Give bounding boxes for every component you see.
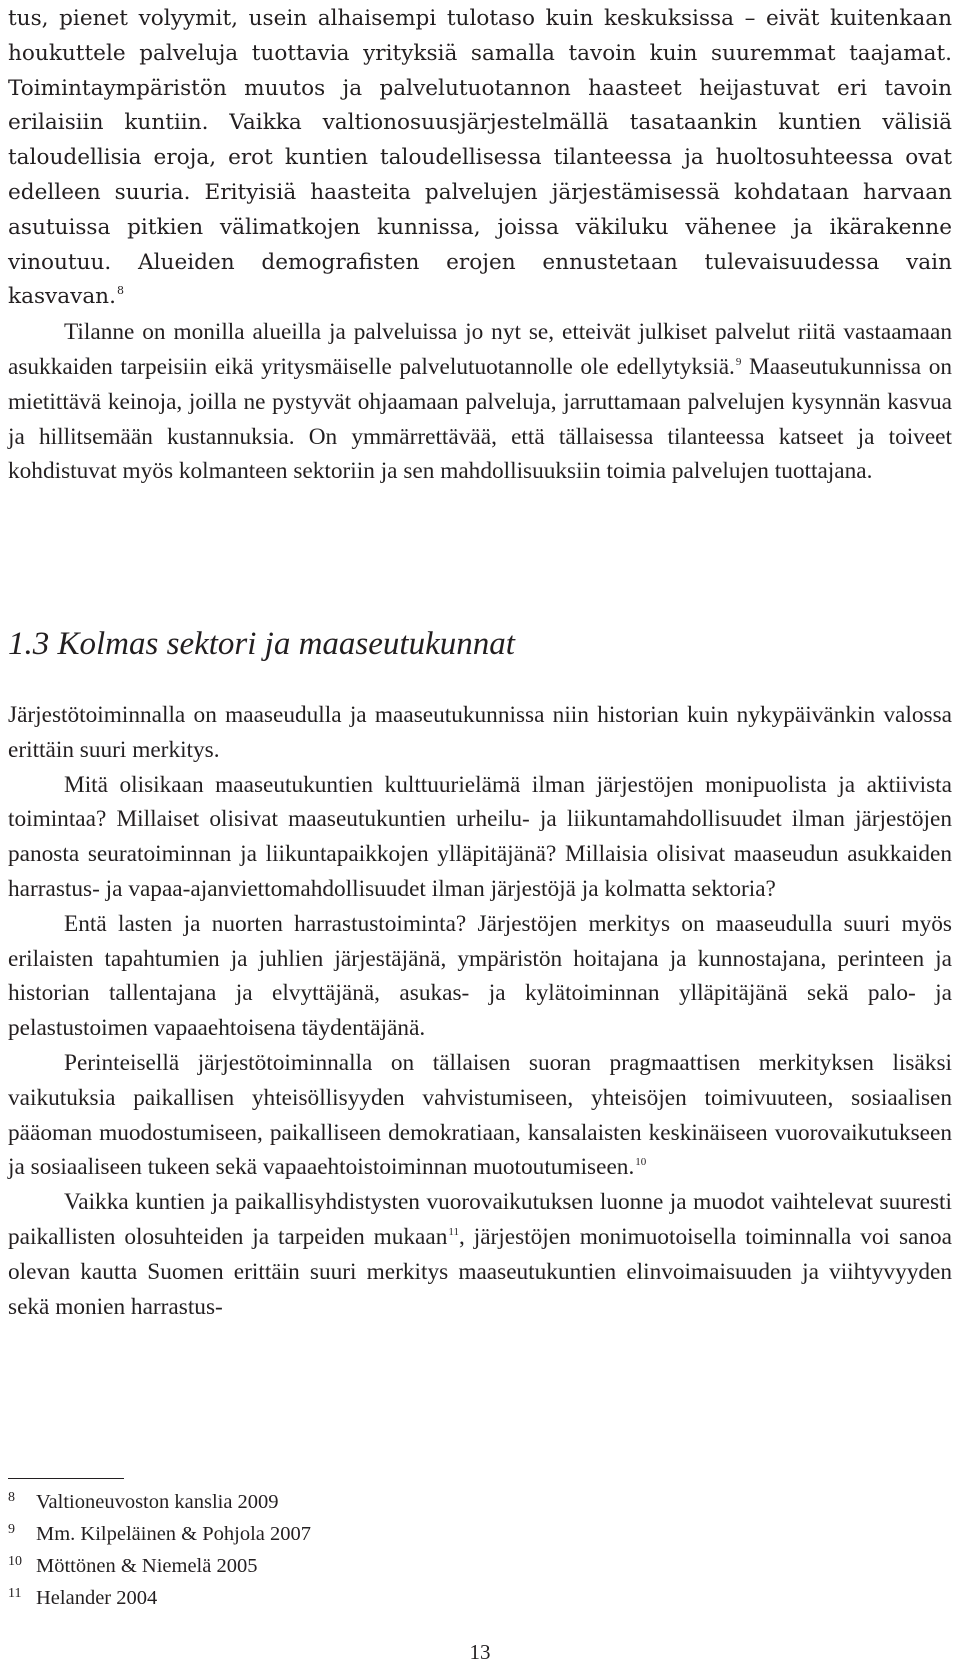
footnote-marker: 11 [448,1225,459,1238]
footnote-marker: 10 [635,1156,647,1169]
paragraph-text: tus, pienet volyymit, usein alhaisempi tulotaso kuin keskuksissa – eivät kuitenkaan houkuttele palveluja tuottavia yrityksiä samalla tavoin kuin suuremmat taajamat. Toimintaympäristön muutos ja palvelutuotannon haasteet heijastuvat eri tavoin erilaisiin kuntiin. Vaikka valtionosuusjärjestelmällä tasataankin kuntien välisiä taloudellisia eroja, erot kuntien taloudellisessa tilanteessa ja huoltosuhteessa ovat edelleen suuria. Erityisiä haasteita palvelujen järjestämisessä kohdataan harvaan asutuissa pitkien välimatkojen kunnissa, joissa väkiluku vähenee ja ikärakenne vinoutuu. [8,6,952,275]
paragraph [8,698,952,768]
paragraph-text: Tilanne on monilla alueilla ja palveluissa jo nyt se, etteivät julkiset palvelut riitä vastaamaan asukkaiden tarpeisiin eikä yritysmäiselle palvelutuotannolle ole edellytyksiä. [8,319,952,380]
paragraph-text: , järjestöjen monimuotoisella toiminnalla voi sanoa olevan kautta Suomen erittäin suuri merkitys maaseutukuntien elinvoimaisuuden ja viihtyvyyden sekä monien harrastus- [8,1223,952,1320]
footnote-divider [8,1478,124,1479]
footnote: 11 Helander 2004 [8,1586,158,1609]
intro-text-block [8,2,952,489]
paragraph [8,768,952,907]
document-page [8,0,952,1677]
section-body [8,698,952,1324]
footnote-marker: 8 [116,284,124,298]
footnote: 8 Valtioneuvoston kanslia 2009 [8,1490,279,1513]
page-number: 13 [469,1640,491,1664]
paragraph-text: Maaseutukunnissa on mietittävä keinoja, joilla ne pystyvät ohjaamaan palveluja, jarruttamaan palvelujen kysynnän kasvua ja hillitsemään kustannuksia. On ymmärrettävää, että tällaisessa tilanteessa katseet ja toiveet kohdistuvat myös kolmanteen sektoriin ja sen mahdollisuuksiin toimia palvelujen tuottajana. [8,353,952,485]
section-heading: 1.3 Kolmas sektori ja maaseutukunnat [8,626,515,662]
paragraph [8,1046,952,1185]
footnote-text: Valtioneuvoston kanslia 2009 [36,1491,279,1513]
footnote-text: Mm. Kilpeläinen & Pohjola 2007 [36,1523,312,1545]
paragraph [8,1185,952,1324]
paragraph-text: Perinteisellä järjestötoiminnalla on tällaisen suoran pragmaattisen merkityksen lisäksi vaikutuksia paikallisen yhteisöllisyyden vahvistumiseen, yhteisöjen toimivuuteen, sosiaalisen pääoman muodostumiseen, paikalliseen demokratiaan, kansalaisten keskinäiseen vuorovaikutukseen ja sosiaaliseen tukeen sekä vapaaehtoistoiminnan muotoutumiseen. [8,1049,952,1181]
paragraph-text: Vaikka kuntien ja paikallisyhdistysten vuorovaikutuksen luonne ja muodot vaihtelevat suuresti paikallisten olosuhteiden ja tarpeiden mukaan [8,1189,952,1250]
footnote-marker: 9 [735,355,742,368]
footnote-text: Helander 2004 [36,1587,158,1609]
paragraph-text: Entä lasten ja nuorten harrastustoiminta? Järjestöjen merkitys on maaseudulla suuri myös erilaisten tapahtumien ja juhlien järjestäjänä, ympäristön hoitajana ja kunnostajana, perinteen ja historian tallentajana ja elvyttäjänä, asukas- ja kylätoiminnan ylläpitäjänä sekä palo- ja pelastustoimen vapaaehtoisena täydentäjänä. [8,910,952,1042]
paragraph-text: Alueiden demografisten erojen ennustetaan tulevaisuudessa vain kasvavan. [8,249,952,310]
paragraph [8,2,952,315]
footnote: 9 Mm. Kilpeläinen & Pohjola 2007 [8,1522,312,1545]
footnote-list [8,1486,311,1614]
paragraph [8,315,952,489]
paragraph-text: Järjestötoiminnalla on maaseudulla ja maaseutukunnissa niin historian kuin nykypäivänkin valossa erittäin suuri merkitys. [8,702,952,763]
footnote-text: Möttönen & Niemelä 2005 [36,1555,258,1577]
paragraph-text: Mitä olisikaan maaseutukuntien kulttuurielämä ilman järjestöjen monipuolista ja aktiivista toimintaa? Millaiset olisivat maaseutukuntien urheilu- ja liikuntamahdollisuudet ilman järjestöjen panosta seuratoiminnan ja liikuntapaikkojen ylläpitäjänä? Millaisia olisivat maaseudun asukkaiden harrastus- ja vapaa-ajanviettomahdollisuudet ilman järjestöjä ja kolmatta sektoria? [8,771,952,902]
paragraph [8,907,952,1046]
footnote: 10 Möttönen & Niemelä 2005 [8,1554,258,1577]
